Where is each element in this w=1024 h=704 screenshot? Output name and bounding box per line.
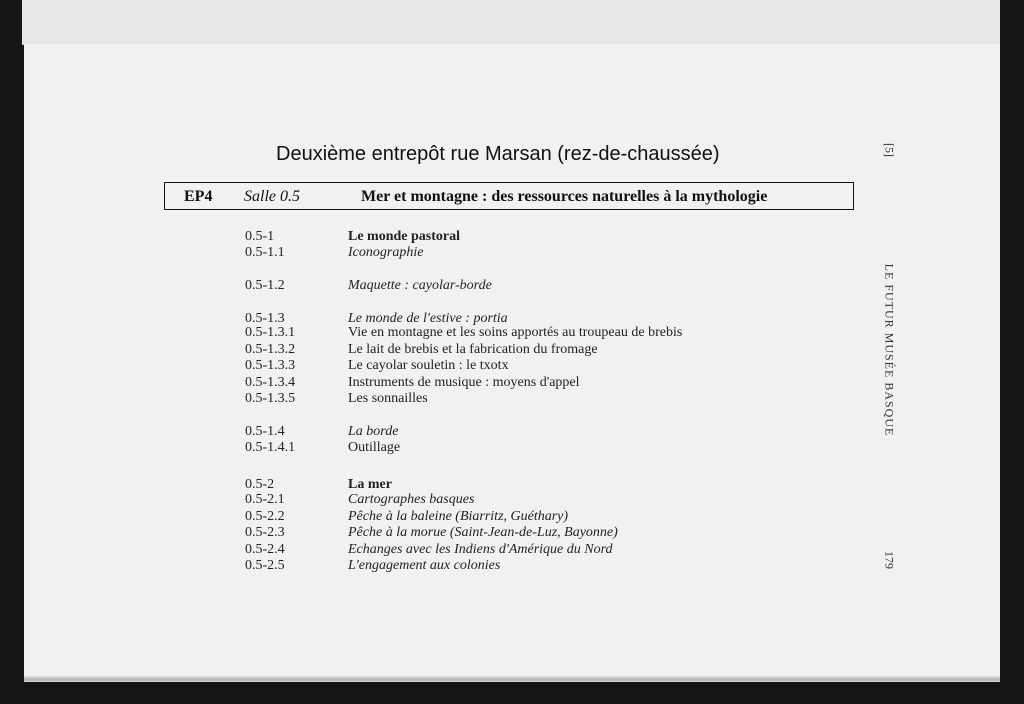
room-number: Salle 0.5 bbox=[244, 188, 300, 205]
book-page bbox=[24, 44, 1000, 676]
entry-text: Le cayolar souletin : le txotx bbox=[348, 358, 509, 373]
room-header-box bbox=[164, 182, 854, 210]
entry-number: 0.5-2.4 bbox=[245, 542, 285, 557]
entry-text: Vie en montagne et les soins apportés au troupeau de brebis bbox=[348, 325, 683, 340]
entry-number: 0.5-1.3.1 bbox=[245, 325, 296, 340]
entry-number: 0.5-1 bbox=[245, 229, 275, 244]
entry-number: 0.5-2.1 bbox=[245, 492, 285, 507]
entry-number: 0.5-1.3.3 bbox=[245, 358, 296, 373]
entry-number: 0.5-1.2 bbox=[245, 278, 285, 293]
entry-number: 0.5-1.3.4 bbox=[245, 375, 296, 390]
entry-text: Le monde pastoral bbox=[348, 229, 460, 244]
entry-text: Pêche à la baleine (Biarritz, Guéthary) bbox=[348, 509, 569, 524]
section-title: Deuxième entrepôt rue Marsan (rez-de-chaussée) bbox=[276, 143, 720, 165]
entry-text: Les sonnailles bbox=[348, 391, 428, 406]
entry-number: 0.5-2.2 bbox=[245, 509, 285, 524]
entry-text: L'engagement aux colonies bbox=[348, 558, 501, 573]
entry-text: Pêche à la morue (Saint-Jean-de-Luz, Bayonne) bbox=[348, 525, 618, 540]
entry-number: 0.5-1.3.2 bbox=[245, 342, 296, 357]
entry-text: Maquette : cayolar-borde bbox=[348, 278, 492, 293]
room-code: EP4 bbox=[184, 188, 213, 205]
entry-text: Le monde de l'estive : portia bbox=[348, 311, 508, 326]
previous-page-edge bbox=[22, 0, 1000, 45]
entry-number: 0.5-1.3 bbox=[245, 311, 285, 326]
entry-text: Cartographes basques bbox=[348, 492, 475, 507]
entry-number: 0.5-2.3 bbox=[245, 525, 285, 540]
entry-number: 0.5-1.4.1 bbox=[245, 440, 296, 455]
entry-number: 0.5-2.5 bbox=[245, 558, 285, 573]
entry-text: Outillage bbox=[348, 440, 401, 455]
entry-text: Le lait de brebis et la fabrication du fromage bbox=[348, 342, 598, 357]
entry-number: 0.5-2 bbox=[245, 477, 275, 492]
running-head: LE FUTUR MUSÉE BASQUE bbox=[882, 263, 897, 437]
entry-number: 0.5-1.1 bbox=[245, 245, 285, 260]
room-title: Mer et montagne : des ressources naturelles à la mythologie bbox=[361, 188, 768, 205]
entry-number: 0.5-1.4 bbox=[245, 424, 285, 439]
entry-number: 0.5-1.3.5 bbox=[245, 391, 296, 406]
entry-text: La mer bbox=[348, 477, 392, 492]
entry-text: Instruments de musique : moyens d'appel bbox=[348, 375, 580, 390]
margin-section-number: [5] bbox=[882, 143, 897, 157]
entry-text: Echanges avec les Indiens d'Amérique du Nord bbox=[348, 542, 613, 557]
entry-text: Iconographie bbox=[348, 245, 424, 260]
entry-text: La borde bbox=[348, 424, 399, 439]
page-number: 179 bbox=[882, 551, 897, 569]
